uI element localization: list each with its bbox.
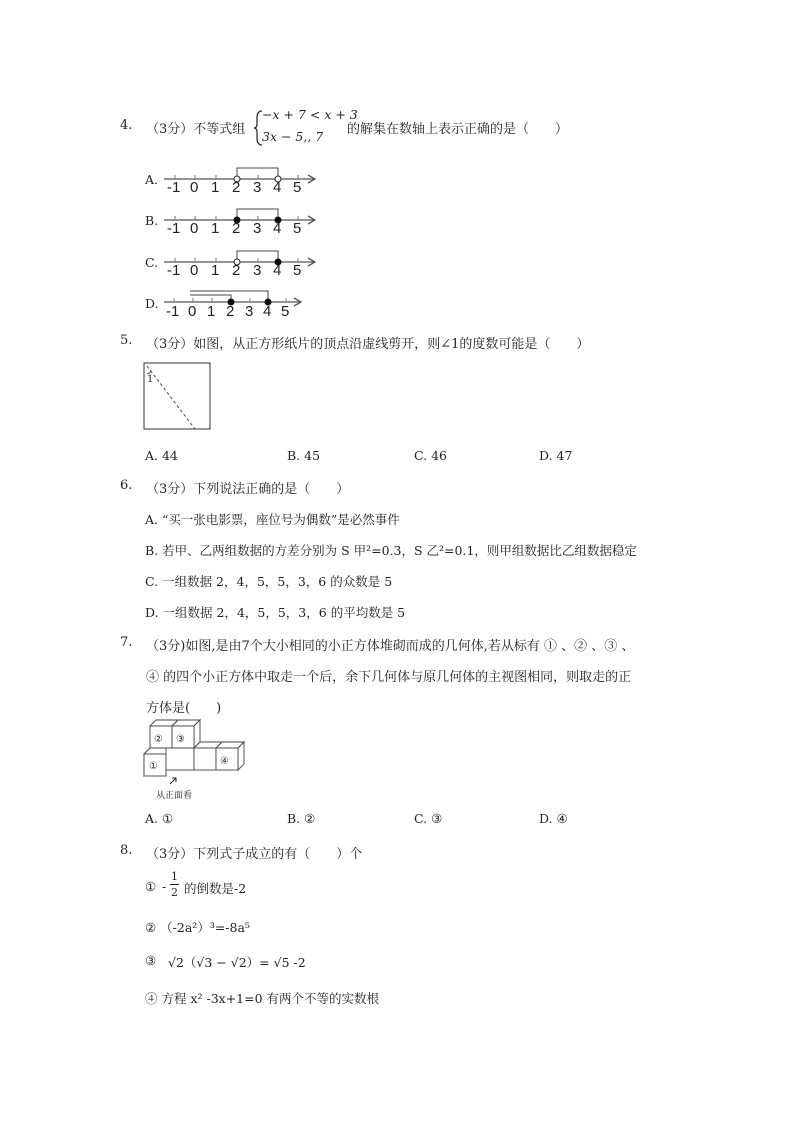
q5-text: （3分）如图，从正方形纸片的顶点沿虚线剪开，则∠1的度数可能是（ ） xyxy=(146,337,590,352)
q5-option-c: C. 46 xyxy=(414,448,447,463)
q4-option-a-numberline xyxy=(160,165,320,195)
tick-label: 2 xyxy=(232,262,241,279)
tick-label: 0 xyxy=(190,179,199,196)
q6-text: （3分）下列说法正确的是（ ） xyxy=(146,482,350,497)
q5-number: 5. xyxy=(120,333,133,348)
q7-line-2: ④ 的四个小正方体中取走一个后，余下几何体与原几何体的主视图相同，则取走的正 xyxy=(146,670,632,685)
tick-label: 3 xyxy=(253,179,262,196)
q5-option-a: A. 44 xyxy=(145,448,178,463)
tick-label: 0 xyxy=(188,303,197,320)
tick-label: 2 xyxy=(232,220,241,237)
q4-option-d-label: D. xyxy=(145,296,159,311)
q5-square-figure xyxy=(143,362,213,432)
q5-angle-label: 1 xyxy=(147,374,154,385)
tick-label: 2 xyxy=(226,303,235,320)
q7-line-3: 方体是( ) xyxy=(146,701,222,716)
tick-label: -1 xyxy=(167,179,181,196)
q4-option-a-label: A. xyxy=(145,172,159,187)
q8-item-1-fraction xyxy=(170,870,179,899)
tick-label: 2 xyxy=(232,179,241,196)
q7-cube-label-4: ④ xyxy=(220,756,229,767)
tick-label: 1 xyxy=(207,303,216,320)
tick-label: 3 xyxy=(253,220,262,237)
q4-option-b-numberline xyxy=(160,206,320,236)
q8-item-2: ② （-2a²）³=-8a⁵ xyxy=(145,920,250,935)
q7-option-c: C. ③ xyxy=(414,811,443,826)
tick-label: 5 xyxy=(293,262,302,279)
q6-option-a: A. “买一张电影票，座位号为偶数”是必然事件 xyxy=(145,512,400,527)
tick-label: -1 xyxy=(166,303,180,320)
q6-number: 6. xyxy=(120,478,133,493)
tick-label: -1 xyxy=(167,262,181,279)
q4-inequality-2: 3x − 5,, 7 xyxy=(262,129,324,144)
q8-item-4: ④ 方程 x² -3x+1=0 有两个不等的实数根 xyxy=(145,991,380,1006)
q7-cube-label-3: ③ xyxy=(176,734,185,745)
tick-label: 4 xyxy=(273,220,282,237)
q7-option-d: D. ④ xyxy=(539,811,568,826)
tick-label: 5 xyxy=(293,179,302,196)
q7-cube-stack-figure xyxy=(140,718,250,803)
q7-number: 7. xyxy=(120,635,133,650)
q7-view-label: 从正面看 xyxy=(156,791,193,801)
q6-option-c: C. 一组数据 2，4，5，5，3，6 的众数是 5 xyxy=(145,574,393,589)
tick-label: 1 xyxy=(211,220,220,237)
q5-option-b: B. 45 xyxy=(287,448,321,463)
q8-item-1-marker: ① xyxy=(145,879,157,894)
tick-label: 3 xyxy=(253,262,262,279)
q4-inequality-1: −x + 7 < x + 3 xyxy=(262,107,358,122)
tick-label: 4 xyxy=(273,262,282,279)
q4-number: 4. xyxy=(120,118,133,133)
q8-item-1-minus: - xyxy=(162,879,167,894)
tick-label: 5 xyxy=(281,303,290,320)
q8-text: （3分）下列式子成立的有（ ）个 xyxy=(146,847,363,862)
fraction-denominator: 2 xyxy=(171,886,178,899)
tick-label: 4 xyxy=(273,179,282,196)
q7-option-b: B. ② xyxy=(287,811,316,826)
q8-item-3-marker: ③ xyxy=(145,953,157,968)
tick-label: 0 xyxy=(190,220,199,237)
tick-label: 3 xyxy=(245,303,254,320)
q6-option-d: D. 一组数据 2，4，5，5，3，6 的平均数是 5 xyxy=(145,605,406,620)
q7-option-a: A. ① xyxy=(145,811,174,826)
q4-option-b-label: B. xyxy=(145,213,159,228)
q8-number: 8. xyxy=(120,843,133,858)
tick-label: -1 xyxy=(167,220,181,237)
q4-intro: （3分）不等式组 xyxy=(146,122,246,137)
tick-label: 4 xyxy=(263,303,272,320)
q7-cube-label-1: ① xyxy=(149,761,158,772)
q8-item-3-expression: √2（√3 − √2）= √5 -2 xyxy=(168,955,306,970)
q4-question-suffix: 的解集在数轴上表示正确的是（ ） xyxy=(347,122,569,137)
q7-cube-label-2: ② xyxy=(154,734,163,745)
q4-option-c-label: C. xyxy=(145,255,159,270)
q4-option-d-numberline xyxy=(160,288,310,318)
fraction-numerator: 1 xyxy=(171,870,178,883)
tick-label: 1 xyxy=(211,179,220,196)
q8-item-1-text: 的倒数是-2 xyxy=(184,881,247,896)
tick-label: 1 xyxy=(211,262,220,279)
q7-line-1: （3分)如图,是由7个大小相同的小正方体堆砌而成的几何体,若从标有 ① 、② 、③ 、 xyxy=(146,639,635,654)
tick-label: 5 xyxy=(293,220,302,237)
q4-option-c-numberline xyxy=(160,248,320,278)
tick-label: 0 xyxy=(190,262,199,279)
q6-option-b: B. 若甲、乙两组数据的方差分别为 S 甲²=0.3，S 乙²=0.1，则甲组数据比乙组数据稳定 xyxy=(145,543,637,558)
q5-option-d: D. 47 xyxy=(539,448,573,463)
